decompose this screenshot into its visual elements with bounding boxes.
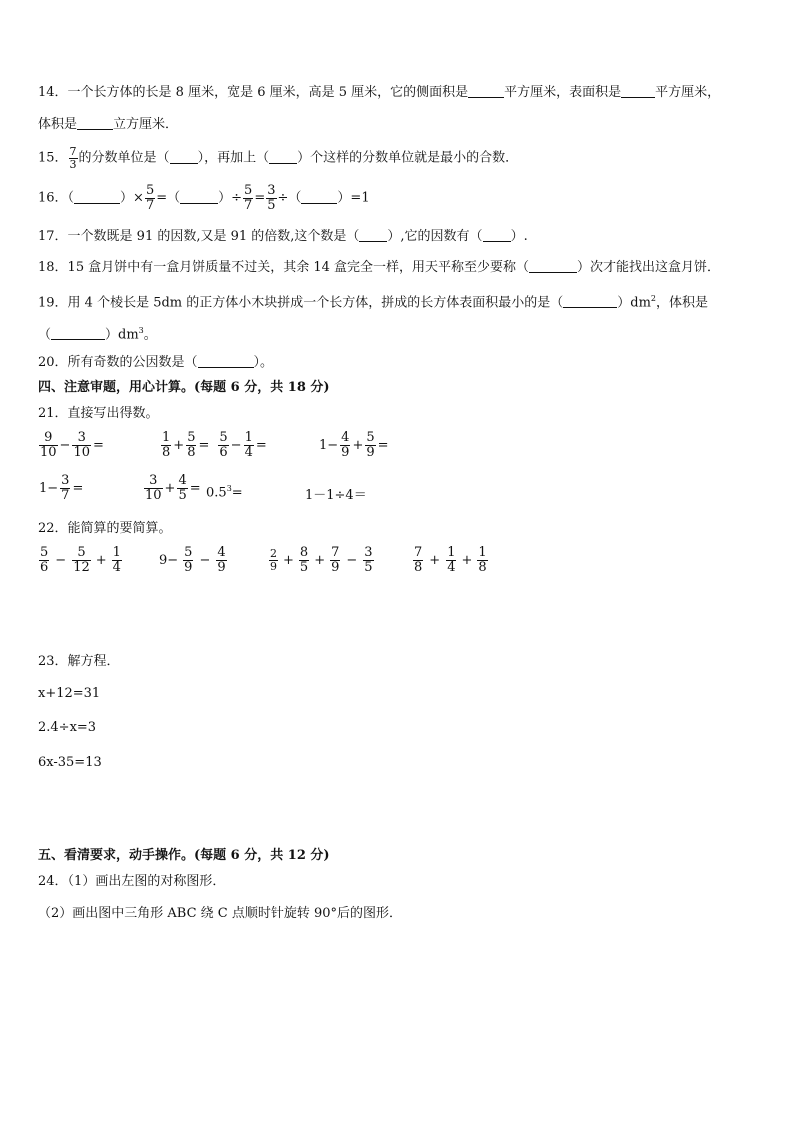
- fraction: $\frac{1}{8}$: [478, 545, 487, 575]
- fraction: $\frac{5}{12}$: [73, 545, 90, 575]
- fraction: $\frac{3}{5}$: [364, 545, 373, 575]
- expression-22-2: 9− $\frac{5}{9}$ − $\frac{4}{9}$: [159, 545, 226, 575]
- fraction: $\frac{5}{6}$: [219, 430, 228, 460]
- answer-blank[interactable]: [563, 294, 617, 308]
- expression-22-4: $\frac{7}{8}$ + $\frac{1}{4}$ + $\frac{1}{8}$: [414, 545, 487, 575]
- fraction: $\frac{5}{7}$: [145, 183, 155, 213]
- section-5-heading: 五、看清要求，动手操作。(每题 6 分，共 12 分): [38, 848, 330, 863]
- question-21-title: 21．直接写出得数。: [38, 406, 159, 421]
- question-18: 18．15 盒月饼中有一盒月饼质量不过关，其余 14 盒完全一样，用天平称至少要称（ ）次才能找出这盒月饼．: [38, 260, 721, 275]
- fraction: $\frac{3}{10}$: [145, 473, 162, 503]
- fraction: $\frac{3}{7}$: [61, 473, 70, 503]
- expression-22-1: $\frac{5}{6}$ − $\frac{5}{12}$ + $\frac{1}{4}$: [40, 545, 121, 575]
- answer-blank[interactable]: [77, 116, 113, 130]
- expression-21-5: $\frac{3}{10}$ + $\frac{4}{5}$ =: [145, 473, 201, 503]
- fraction: $\frac{8}{5}$: [299, 545, 309, 575]
- fraction: $\frac{1}{4}$: [112, 545, 121, 575]
- question-23-title: 23．解方程．: [38, 654, 120, 669]
- question-16: 16．（ ）× $\frac{5}{7}$ =（ ）÷ $\frac{5}{7}$ = $\frac{3}{5}$ ÷（ ）=1: [38, 183, 370, 213]
- expression-21-7: 1－1÷4＝: [305, 488, 367, 503]
- fraction: $\frac{1}{4}$: [447, 545, 456, 575]
- question-19: 19．用 4 个棱长是 5dm 的正方体小木块拼成一个长方体，拼成的长方体表面积最小的是（ ）$dm^2$，体积是: [38, 294, 709, 311]
- fraction: $\frac{1}{8}$: [162, 430, 171, 460]
- question-20: 20．所有奇数的公因数是（ ）。: [38, 355, 274, 370]
- answer-blank[interactable]: [269, 150, 297, 164]
- question-24-part-2: （2）画出图中三角形 ABC 绕 C 点顺时针旋转 90°后的图形．: [38, 906, 403, 921]
- fraction: $\frac{4}{9}$: [217, 545, 226, 575]
- fraction: $\frac{5}{7}$: [244, 183, 253, 213]
- fraction: $\frac{7}{9}$: [331, 545, 340, 575]
- fraction: $\frac{5}{9}$: [184, 545, 193, 575]
- question-14-cont: 体积是 立方厘米．: [38, 117, 179, 132]
- section-4-heading: 四、注意审题，用心计算。(每题 6 分，共 18 分): [38, 380, 330, 395]
- fraction: $\frac{7}{8}$: [414, 545, 423, 575]
- fraction: $\frac{5}{6}$: [40, 545, 49, 575]
- answer-blank[interactable]: [529, 259, 577, 273]
- fraction: $\frac{5}{9}$: [366, 430, 375, 460]
- answer-blank[interactable]: [483, 228, 511, 242]
- question-19-cont: （ ）$dm^3$。: [38, 326, 157, 343]
- expression-21-6: $0.5^3=$: [206, 484, 243, 501]
- fraction: $\frac{4}{9}$: [341, 430, 350, 460]
- answer-blank[interactable]: [468, 84, 504, 98]
- question-24-part-1: 24．（1）画出左图的对称图形．: [38, 874, 226, 889]
- answer-blank[interactable]: [621, 84, 655, 98]
- answer-blank[interactable]: [180, 190, 218, 204]
- answer-blank[interactable]: [301, 190, 337, 204]
- expression-21-2: $\frac{1}{8}$ + $\frac{5}{8}$ = $\frac{5}{6}$ − $\frac{1}{4}$ =: [162, 430, 267, 460]
- equation-3: 6x-35=13: [38, 755, 102, 770]
- question-22-title: 22．能简算的要简算。: [38, 521, 172, 536]
- fraction: $\frac{7}{3}$: [69, 145, 77, 171]
- fraction: $\frac{3}{10}$: [73, 430, 90, 460]
- answer-blank[interactable]: [170, 150, 198, 164]
- fraction: $\frac{2}{9}$: [270, 547, 277, 573]
- expression-21-3: 1− $\frac{4}{9}$ + $\frac{5}{9}$ =: [319, 430, 389, 460]
- question-17: 17．一个数既是 91 的因数,又是 91 的倍数,这个数是（ ）,它的因数有（ ）.: [38, 229, 528, 244]
- fraction: $\frac{5}{8}$: [187, 430, 196, 460]
- expression-21-4: 1− $\frac{3}{7}$ =: [39, 473, 84, 503]
- fraction: $\frac{1}{4}$: [244, 430, 253, 460]
- fraction: $\frac{4}{5}$: [178, 473, 187, 503]
- equation-2: 2.4÷x=3: [38, 720, 97, 735]
- question-14: 14．一个长方体的长是 8 厘米，宽是 6 厘米，高是 5 厘米，它的侧面积是 平方厘米，表面积是 平方厘米，: [38, 85, 721, 100]
- equation-1: x+12=31: [38, 686, 101, 701]
- fraction: $\frac{3}{5}$: [267, 183, 276, 213]
- answer-blank[interactable]: [359, 228, 387, 242]
- answer-blank[interactable]: [74, 190, 120, 204]
- answer-blank[interactable]: [51, 326, 105, 340]
- answer-blank[interactable]: [198, 354, 254, 368]
- expression-22-3: $\frac{2}{9}$ + $\frac{8}{5}$ + $\frac{7}{9}$ − $\frac{3}{5}$: [270, 545, 373, 575]
- fraction: $\frac{9}{10}$: [40, 430, 57, 460]
- expression-21-1: $\frac{9}{10}$ − $\frac{3}{10}$ =: [40, 430, 104, 460]
- question-15: 15． $\frac{7}{3}$ 的分数单位是（ ），再加上（ ）个这样的分数单位就是最小的合数．: [38, 145, 519, 171]
